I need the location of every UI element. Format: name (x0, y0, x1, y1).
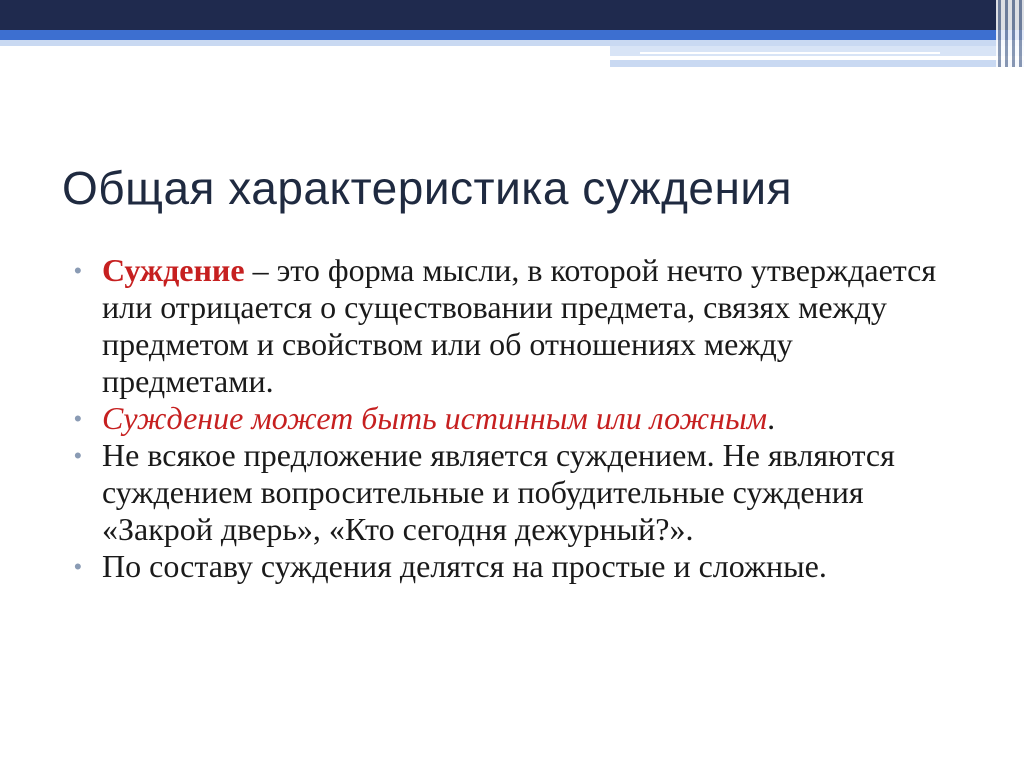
bullet-dot-icon: • (74, 554, 82, 579)
header-band-dark (0, 0, 1024, 30)
bullet-dot-icon: • (74, 406, 82, 431)
header-stripes-decoration (996, 0, 1024, 67)
bullet-text: По составу суждения делятся на простые и сложные. (102, 548, 827, 584)
bullet-dot-icon: • (74, 443, 82, 468)
header-band-step (610, 46, 1024, 56)
bullet-text: – это форма мысли, в которой нечто утверждается или отрицается о существовании предмета, связях между предметом и свойством или об отношениях между предметами. (102, 252, 937, 399)
bullet-text: . (767, 400, 776, 436)
bullet-item-sentences (72, 437, 972, 548)
italic-highlight: Суждение может быть истинным или ложным (102, 400, 768, 436)
bullet-item-truth (72, 400, 972, 437)
header-band-line (640, 52, 940, 54)
slide-title: Общая характеристика суждения (62, 162, 793, 214)
term-highlight: Суждение (102, 252, 245, 288)
bullet-list (72, 252, 972, 585)
header-band-blue (0, 30, 1024, 40)
bullet-dot-icon: • (74, 258, 82, 283)
bullet-text: Не всякое предложение является суждением. Не являются суждением вопросительные и побудительные суждения «Закрой дверь», «Кто сегодня дежурный?». (102, 437, 895, 547)
header-band-step (610, 60, 1024, 67)
bullet-item-composition (72, 548, 972, 585)
bullet-item-definition (72, 252, 972, 400)
